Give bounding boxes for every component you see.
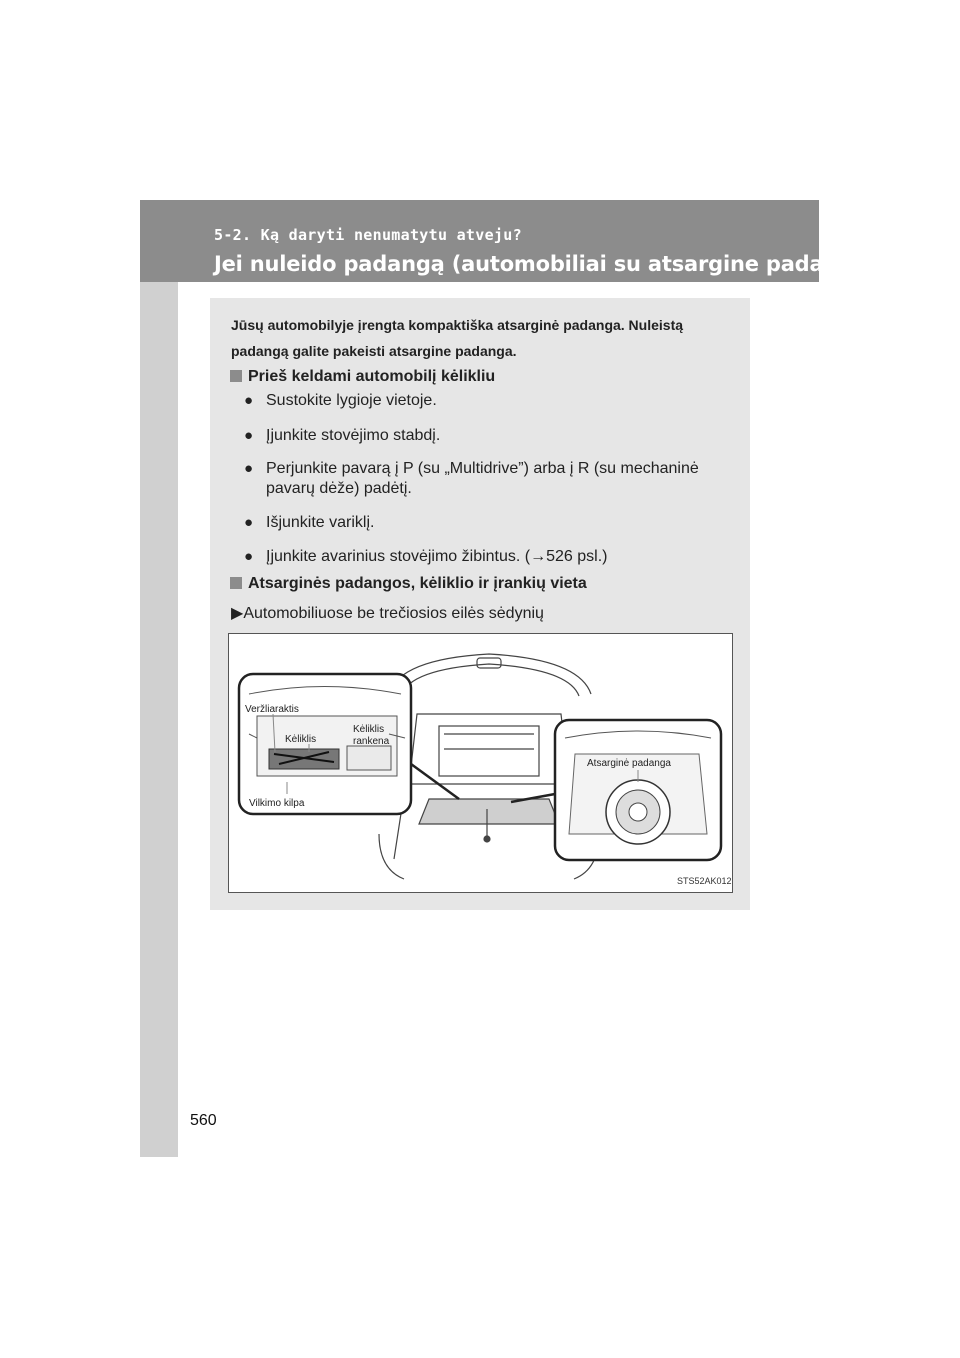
bullet-text: Įjunkite avarinius stovėjimo žibintus. (→526 psl.): [266, 548, 608, 565]
bullet-text: Sustokite lygioje vietoje.: [266, 392, 437, 409]
section1-heading: [230, 368, 495, 386]
label-jack: Kėliklis: [285, 734, 317, 745]
section2-heading-text: Atsarginės padangos, kėliklio ir įrankių vieta: [248, 575, 587, 592]
section2-heading: [230, 575, 587, 593]
intro-line-1: Jūsų automobilyje įrengta kompaktiška atsarginė padanga. Nuleistą: [231, 317, 684, 333]
section1-heading-text: Prieš keldami automobilį kėlikliu: [248, 368, 496, 385]
bullet-dot-icon: ●: [244, 460, 254, 477]
intro-text: [231, 312, 731, 364]
label-jack-handle-2: rankena: [353, 736, 390, 747]
bullet-text: Išjunkite variklį.: [266, 514, 375, 531]
bullet-dot-icon: ●: [244, 427, 254, 444]
square-bullet-icon: [230, 577, 242, 589]
intro-line-2: padangą galite pakeisti atsargine padanga.: [231, 343, 517, 359]
tool-tray-inset: [239, 674, 411, 814]
section-label: 5-2. Ką daryti nenumatytu atveju?: [214, 226, 522, 244]
label-wrench: Veržliaraktis: [245, 704, 299, 715]
callout-leader-left: [411, 764, 459, 799]
figure-code: STS52AK012: [677, 876, 732, 886]
bullet-item: [244, 509, 374, 536]
page-header: [140, 200, 877, 282]
triangle-pointer-icon: ▶: [231, 605, 244, 622]
page-title: Jei nuleido padangą (automobiliai su atsargine padanga): [214, 252, 877, 276]
bullet-item: [244, 422, 440, 449]
bullet-dot-icon: ●: [244, 514, 254, 531]
left-margin-strip: [140, 200, 178, 1157]
bullet-item: [244, 387, 437, 414]
bullet-item: [244, 455, 699, 482]
vehicle-variant-text: Automobiliuose be trečiosios eilės sėdynių: [243, 605, 544, 622]
square-bullet-icon: [230, 370, 242, 382]
bullet-dot-icon: ●: [244, 392, 254, 409]
trunk-illustration-svg: [229, 634, 732, 892]
label-spare-tire: Atsarginė padanga: [587, 758, 671, 769]
label-jack-handle-1: Kėliklis: [353, 724, 385, 735]
page-number: 560: [190, 1112, 217, 1129]
label-towing-eye: Vilkimo kilpa: [249, 798, 305, 809]
bullet-text-continuation: pavarų dėže) padėtį.: [266, 480, 412, 497]
bullet-text: Įjunkite stovėjimo stabdį.: [266, 427, 441, 444]
bullet-dot-icon: ●: [244, 548, 254, 565]
bullet-text: Perjunkite pavarą į P (su „Multidrive”) arba į R (su mechaninė: [266, 460, 699, 477]
bullet-item: [244, 543, 607, 570]
trunk-illustration: [228, 633, 733, 893]
vehicle-variant-item: [231, 603, 544, 623]
content-panel: [210, 298, 750, 910]
spare-tire-inset: [555, 720, 721, 860]
